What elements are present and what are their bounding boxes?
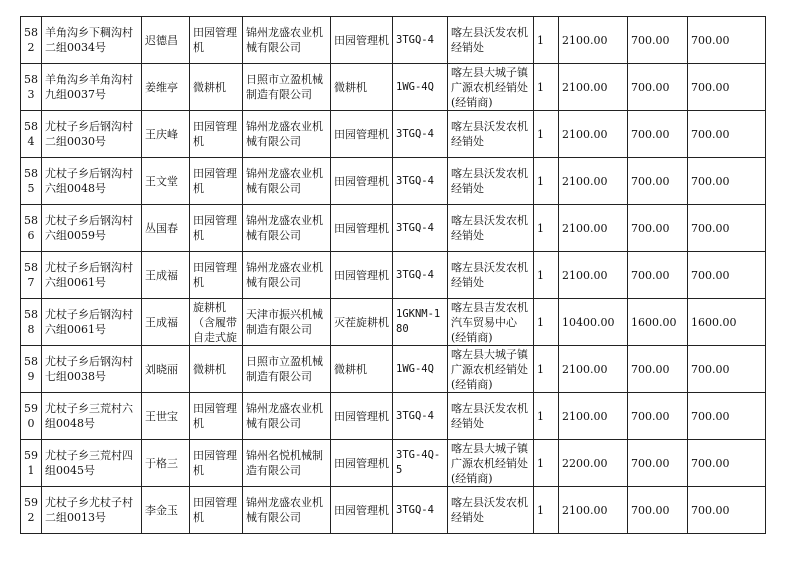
cell-address: 尤杖子乡后钢沟村六组0061号 <box>42 252 142 299</box>
cell-subsidy-central: 700.00 <box>628 205 688 252</box>
cell-subsidy-central: 1600.00 <box>628 299 688 346</box>
cell-quantity: 1 <box>534 252 559 299</box>
cell-manufacturer: 日照市立盈机械制造有限公司 <box>243 346 331 393</box>
cell-subsidy-central: 700.00 <box>628 440 688 487</box>
cell-subsidy-central: 700.00 <box>628 111 688 158</box>
cell-address: 尤杖子乡后钢沟村七组0038号 <box>42 346 142 393</box>
table-row <box>21 111 766 158</box>
cell-dealer: 喀左县沃发农机经销处 <box>448 158 534 205</box>
cell-quantity: 1 <box>534 64 559 111</box>
cell-sale-price: 2100.00 <box>559 346 628 393</box>
cell-row-number: 591 <box>21 440 42 487</box>
cell-address: 尤杖子乡后钢沟村二组0030号 <box>42 111 142 158</box>
cell-quantity: 1 <box>534 158 559 205</box>
cell-manufacturer: 锦州名悦机械制造有限公司 <box>243 440 331 487</box>
cell-row-number: 587 <box>21 252 42 299</box>
cell-address: 羊角沟乡羊角沟村九组0037号 <box>42 64 142 111</box>
cell-model: 1WG-4Q <box>393 64 448 111</box>
cell-machine-category: 田园管理机 <box>190 111 243 158</box>
cell-row-number: 589 <box>21 346 42 393</box>
cell-address: 尤杖子乡三荒村六组0048号 <box>42 393 142 440</box>
cell-dealer: 喀左县沃发农机经销处 <box>448 111 534 158</box>
table-row <box>21 64 766 111</box>
cell-sale-price: 2100.00 <box>559 393 628 440</box>
cell-row-number: 584 <box>21 111 42 158</box>
cell-model: 3TGQ-4 <box>393 393 448 440</box>
cell-sale-price: 2200.00 <box>559 440 628 487</box>
cell-product-name: 田园管理机 <box>331 440 393 487</box>
cell-address: 尤杖子乡后钢沟村六组0061号 <box>42 299 142 346</box>
cell-subsidy-total: 700.00 <box>688 17 766 64</box>
cell-manufacturer: 锦州龙盛农业机械有限公司 <box>243 205 331 252</box>
subsidy-table <box>20 16 766 534</box>
table-row <box>21 393 766 440</box>
cell-dealer: 喀左县大城子镇广源农机经销处(经销商) <box>448 346 534 393</box>
cell-machine-category: 微耕机 <box>190 64 243 111</box>
cell-model: 3TGQ-4 <box>393 487 448 534</box>
cell-model: 3TGQ-4 <box>393 111 448 158</box>
cell-address: 尤杖子乡后钢沟村六组0048号 <box>42 158 142 205</box>
cell-address: 羊角沟乡下稠沟村二组0034号 <box>42 17 142 64</box>
cell-dealer: 喀左县吉发农机汽车贸易中心(经销商) <box>448 299 534 346</box>
cell-machine-category: 田园管理机 <box>190 17 243 64</box>
cell-sale-price: 2100.00 <box>559 64 628 111</box>
cell-subsidy-total: 700.00 <box>688 158 766 205</box>
cell-subsidy-total: 700.00 <box>688 440 766 487</box>
cell-buyer-name: 王庆峰 <box>142 111 190 158</box>
cell-dealer: 喀左县沃发农机经销处 <box>448 393 534 440</box>
table-row <box>21 17 766 64</box>
cell-quantity: 1 <box>534 17 559 64</box>
cell-row-number: 588 <box>21 299 42 346</box>
cell-subsidy-total: 700.00 <box>688 252 766 299</box>
table-row <box>21 158 766 205</box>
cell-buyer-name: 王成福 <box>142 299 190 346</box>
cell-manufacturer: 日照市立盈机械制造有限公司 <box>243 64 331 111</box>
cell-quantity: 1 <box>534 111 559 158</box>
cell-subsidy-central: 700.00 <box>628 17 688 64</box>
cell-product-name: 微耕机 <box>331 64 393 111</box>
cell-manufacturer: 锦州龙盛农业机械有限公司 <box>243 158 331 205</box>
cell-subsidy-central: 700.00 <box>628 64 688 111</box>
cell-quantity: 1 <box>534 440 559 487</box>
cell-product-name: 田园管理机 <box>331 252 393 299</box>
table-row <box>21 252 766 299</box>
table-row <box>21 487 766 534</box>
cell-machine-category: 旋耕机（含履带自走式旋 <box>190 299 243 346</box>
cell-quantity: 1 <box>534 205 559 252</box>
cell-row-number: 585 <box>21 158 42 205</box>
cell-subsidy-total: 700.00 <box>688 111 766 158</box>
cell-row-number: 592 <box>21 487 42 534</box>
table-row <box>21 205 766 252</box>
cell-product-name: 田园管理机 <box>331 17 393 64</box>
cell-row-number: 582 <box>21 17 42 64</box>
table-row <box>21 299 766 346</box>
cell-sale-price: 2100.00 <box>559 111 628 158</box>
cell-sale-price: 10400.00 <box>559 299 628 346</box>
cell-buyer-name: 丛国春 <box>142 205 190 252</box>
cell-product-name: 田园管理机 <box>331 158 393 205</box>
cell-sale-price: 2100.00 <box>559 487 628 534</box>
cell-subsidy-total: 700.00 <box>688 205 766 252</box>
cell-subsidy-total: 700.00 <box>688 346 766 393</box>
cell-model: 3TGQ-4 <box>393 205 448 252</box>
cell-model: 3TG-4Q-5 <box>393 440 448 487</box>
cell-buyer-name: 迟德昌 <box>142 17 190 64</box>
cell-subsidy-central: 700.00 <box>628 487 688 534</box>
cell-buyer-name: 刘晓丽 <box>142 346 190 393</box>
table-row <box>21 346 766 393</box>
cell-address: 尤杖子乡尤杖子村二组0013号 <box>42 487 142 534</box>
cell-address: 尤杖子乡三荒村四组0045号 <box>42 440 142 487</box>
cell-manufacturer: 锦州龙盛农业机械有限公司 <box>243 111 331 158</box>
table-row <box>21 440 766 487</box>
cell-subsidy-central: 700.00 <box>628 158 688 205</box>
cell-quantity: 1 <box>534 393 559 440</box>
cell-machine-category: 微耕机 <box>190 346 243 393</box>
cell-sale-price: 2100.00 <box>559 252 628 299</box>
cell-address: 尤杖子乡后钢沟村六组0059号 <box>42 205 142 252</box>
cell-sale-price: 2100.00 <box>559 205 628 252</box>
cell-model: 3TGQ-4 <box>393 252 448 299</box>
cell-product-name: 灭茬旋耕机 <box>331 299 393 346</box>
cell-dealer: 喀左县大城子镇广源农机经销处(经销商) <box>448 440 534 487</box>
cell-machine-category: 田园管理机 <box>190 487 243 534</box>
cell-dealer: 喀左县大城子镇广源农机经销处(经销商) <box>448 64 534 111</box>
cell-subsidy-total: 700.00 <box>688 393 766 440</box>
cell-model: 3TGQ-4 <box>393 17 448 64</box>
cell-buyer-name: 王文堂 <box>142 158 190 205</box>
cell-dealer: 喀左县沃发农机经销处 <box>448 17 534 64</box>
cell-dealer: 喀左县沃发农机经销处 <box>448 252 534 299</box>
cell-manufacturer: 天津市振兴机械制造有限公司 <box>243 299 331 346</box>
cell-machine-category: 田园管理机 <box>190 393 243 440</box>
cell-dealer: 喀左县沃发农机经销处 <box>448 487 534 534</box>
cell-sale-price: 2100.00 <box>559 17 628 64</box>
cell-subsidy-total: 700.00 <box>688 487 766 534</box>
cell-buyer-name: 王世宝 <box>142 393 190 440</box>
cell-row-number: 586 <box>21 205 42 252</box>
cell-buyer-name: 姜维亭 <box>142 64 190 111</box>
cell-subsidy-central: 700.00 <box>628 252 688 299</box>
cell-product-name: 田园管理机 <box>331 205 393 252</box>
cell-machine-category: 田园管理机 <box>190 205 243 252</box>
cell-buyer-name: 王成福 <box>142 252 190 299</box>
table-body <box>21 17 766 534</box>
cell-model: 1GKNM-180 <box>393 299 448 346</box>
cell-quantity: 1 <box>534 487 559 534</box>
cell-manufacturer: 锦州龙盛农业机械有限公司 <box>243 487 331 534</box>
cell-machine-category: 田园管理机 <box>190 440 243 487</box>
cell-dealer: 喀左县沃发农机经销处 <box>448 205 534 252</box>
cell-product-name: 微耕机 <box>331 346 393 393</box>
cell-sale-price: 2100.00 <box>559 158 628 205</box>
cell-row-number: 583 <box>21 64 42 111</box>
cell-machine-category: 田园管理机 <box>190 252 243 299</box>
cell-manufacturer: 锦州龙盛农业机械有限公司 <box>243 393 331 440</box>
cell-row-number: 590 <box>21 393 42 440</box>
cell-model: 3TGQ-4 <box>393 158 448 205</box>
cell-product-name: 田园管理机 <box>331 393 393 440</box>
cell-subsidy-total: 1600.00 <box>688 299 766 346</box>
cell-machine-category: 田园管理机 <box>190 158 243 205</box>
cell-subsidy-central: 700.00 <box>628 393 688 440</box>
cell-subsidy-central: 700.00 <box>628 346 688 393</box>
cell-buyer-name: 李金玉 <box>142 487 190 534</box>
cell-product-name: 田园管理机 <box>331 487 393 534</box>
cell-quantity: 1 <box>534 346 559 393</box>
cell-manufacturer: 锦州龙盛农业机械有限公司 <box>243 252 331 299</box>
cell-quantity: 1 <box>534 299 559 346</box>
cell-product-name: 田园管理机 <box>331 111 393 158</box>
cell-model: 1WG-4Q <box>393 346 448 393</box>
cell-subsidy-total: 700.00 <box>688 64 766 111</box>
cell-buyer-name: 于格三 <box>142 440 190 487</box>
cell-manufacturer: 锦州龙盛农业机械有限公司 <box>243 17 331 64</box>
